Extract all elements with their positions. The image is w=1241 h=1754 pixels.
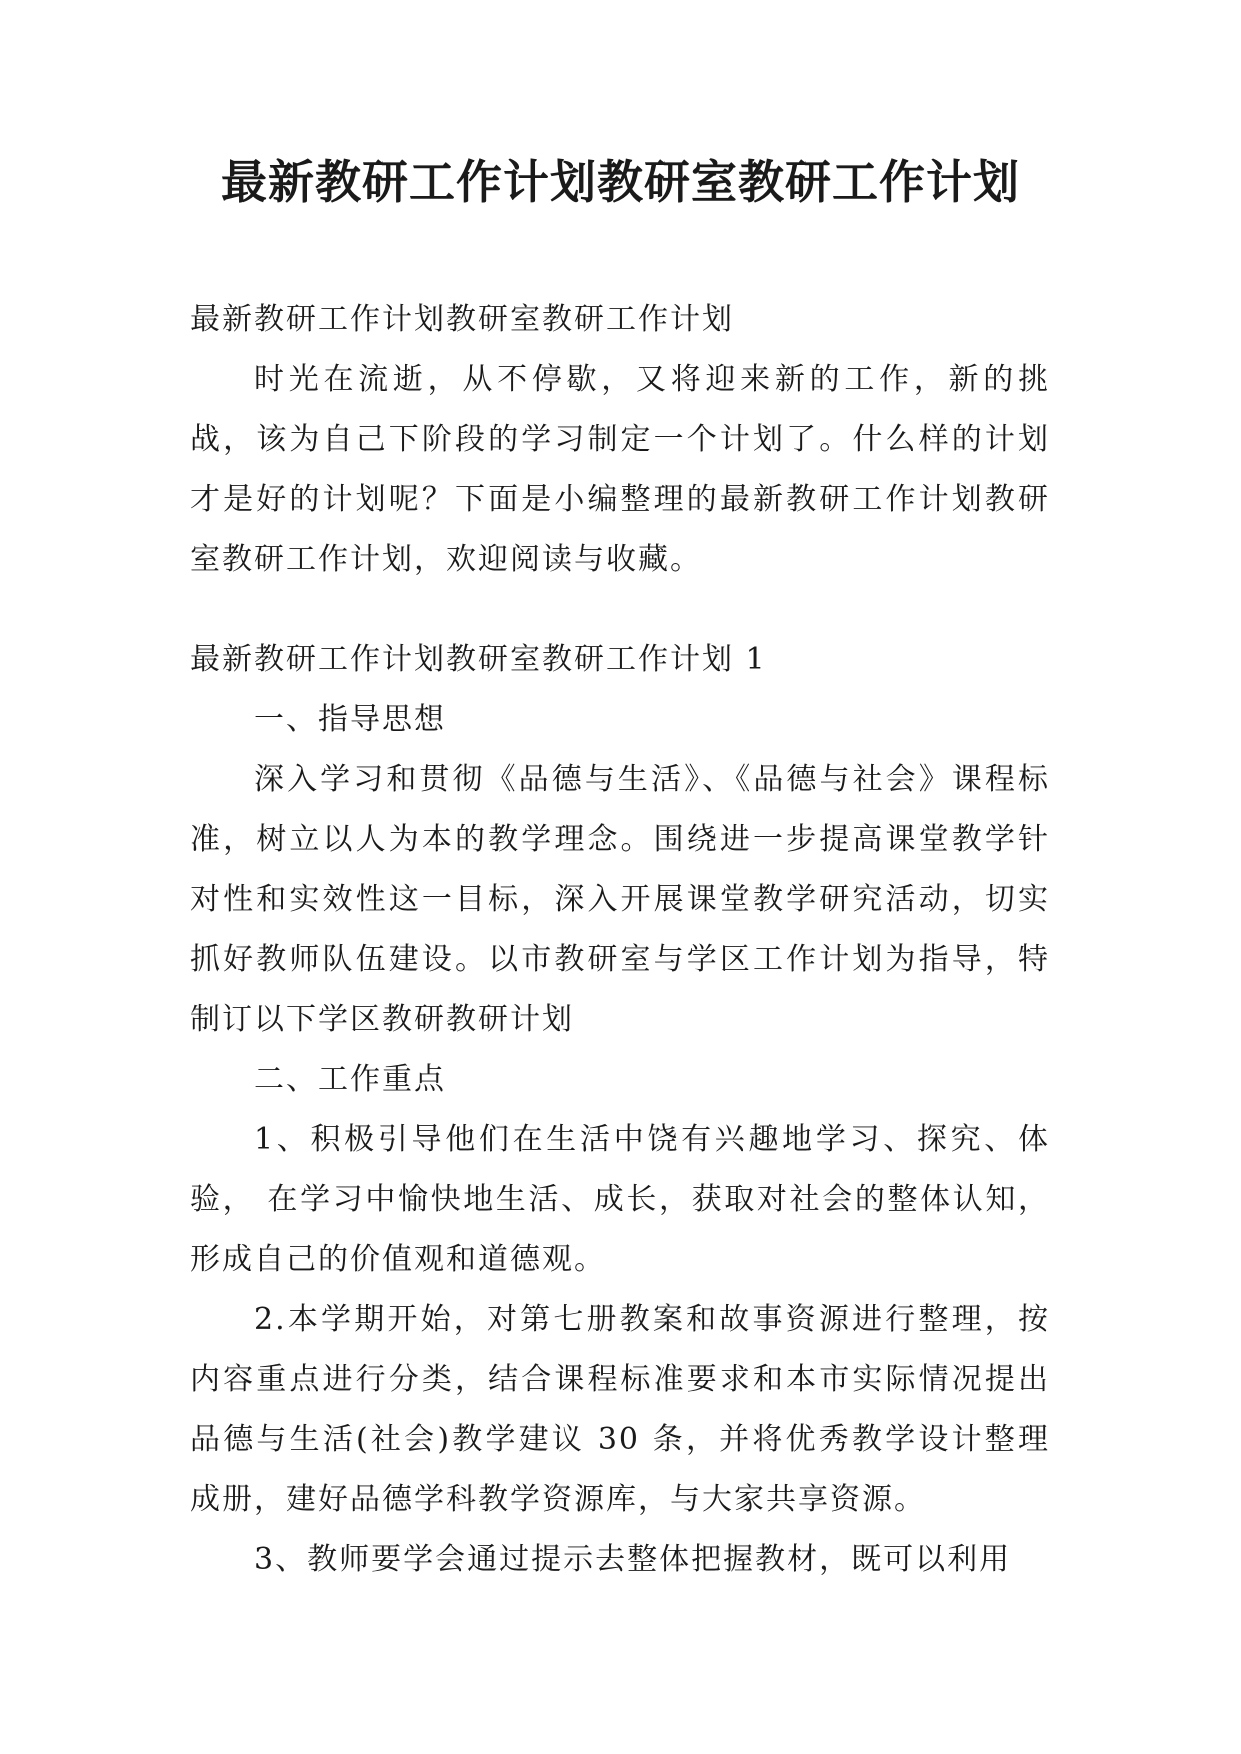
heading-work-focus: 二、工作重点 <box>254 1062 446 1097</box>
document-body <box>190 290 1050 1590</box>
intro-paragraph: 时光在流逝，从不停歇，又将迎来新的工作，新的挑战，该为自己下阶段的学习制定一个计划了。什么样的计划才是好的计划呢？下面是小编整理的最新教研工作计划教研室教研工作计划，欢迎阅读与收藏。 <box>190 362 1050 577</box>
work-focus-item-3: 3、教师要学会通过提示去整体把握教材，既可以利用 <box>254 1542 1012 1577</box>
work-focus-item-1: 1、积极引导他们在生活中饶有兴趣地学习、探究、体验， 在学习中愉快地生活、成长，获取对社会的整体认知，形成自己的价值观和道德观。 <box>190 1122 1050 1277</box>
heading-guiding-thought: 一、指导思想 <box>254 702 446 737</box>
guiding-thought-paragraph: 深入学习和贯彻《品德与生活》、《品德与社会》课程标准，树立以人为本的教学理念。围绕进一步提高课堂教学针对性和实效性这一目标，深入开展课堂教学研究活动，切实抓好教师队伍建设。以市教研室与学区工作计划为指导，特制订以下学区教研教研计划 <box>190 762 1050 1037</box>
section-spacer <box>190 590 1050 630</box>
section-title: 最新教研工作计划教研室教研工作计划 1 <box>190 642 767 677</box>
document-title: 最新教研工作计划教研室教研工作计划 <box>221 155 1020 209</box>
work-focus-item-2: 2.本学期开始，对第七册教案和故事资源进行整理，按内容重点进行分类，结合课程标准要求和本市实际情况提出品德与生活(社会)教学建议 30 条，并将优秀教学设计整理成册，建好品德学科教学资源库，与大家共享资源。 <box>190 1302 1050 1517</box>
document-subtitle: 最新教研工作计划教研室教研工作计划 <box>190 302 734 337</box>
